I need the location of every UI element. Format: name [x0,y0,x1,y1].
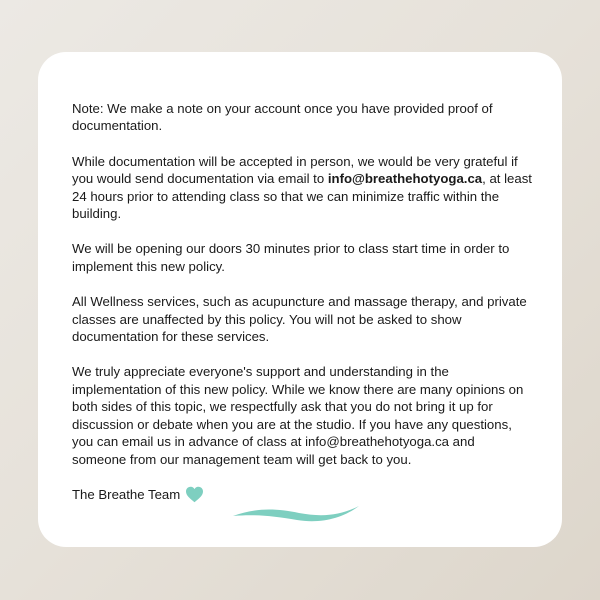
opening-paragraph: We will be opening our doors 30 minutes prior to class start time in order to implement this new policy. [72,241,510,274]
documentation-email: info@breathehotyoga.ca [327,171,483,187]
documentation-paragraph [72,153,532,223]
signoff [72,486,532,503]
signoff-text: The Breathe Team [72,486,181,502]
appreciation-paragraph: We truly appreciate everyone's support and understanding in the implementation of this new policy. While we know there are many opinions on both sides of this topic, we respectfully ask that you do not bring it up for discussion or debate when you are at the studio. If you have any questions, you can email us in advance of class at info@breathehotyoga.ca and someone from our management team will get back to you. [72,364,524,467]
documentation-text-before: While documentation will be accepted in person, we would be very grateful if you would send documentation via email to [72,153,518,187]
documentation-text-after: , at least 24 hours prior to attending class so that we can minimize traffic within the building. [72,171,532,222]
heart-icon [185,486,204,503]
wave-swoosh-icon [233,504,359,526]
wellness-paragraph: All Wellness services, such as acupuncture and massage therapy, and private classes are unaffected by this policy. You will not be asked to show documentation for these services. [72,294,527,345]
note-paragraph: Note: We make a note on your account once you have provided proof of documentation. [72,101,493,134]
notice-card [38,52,562,547]
